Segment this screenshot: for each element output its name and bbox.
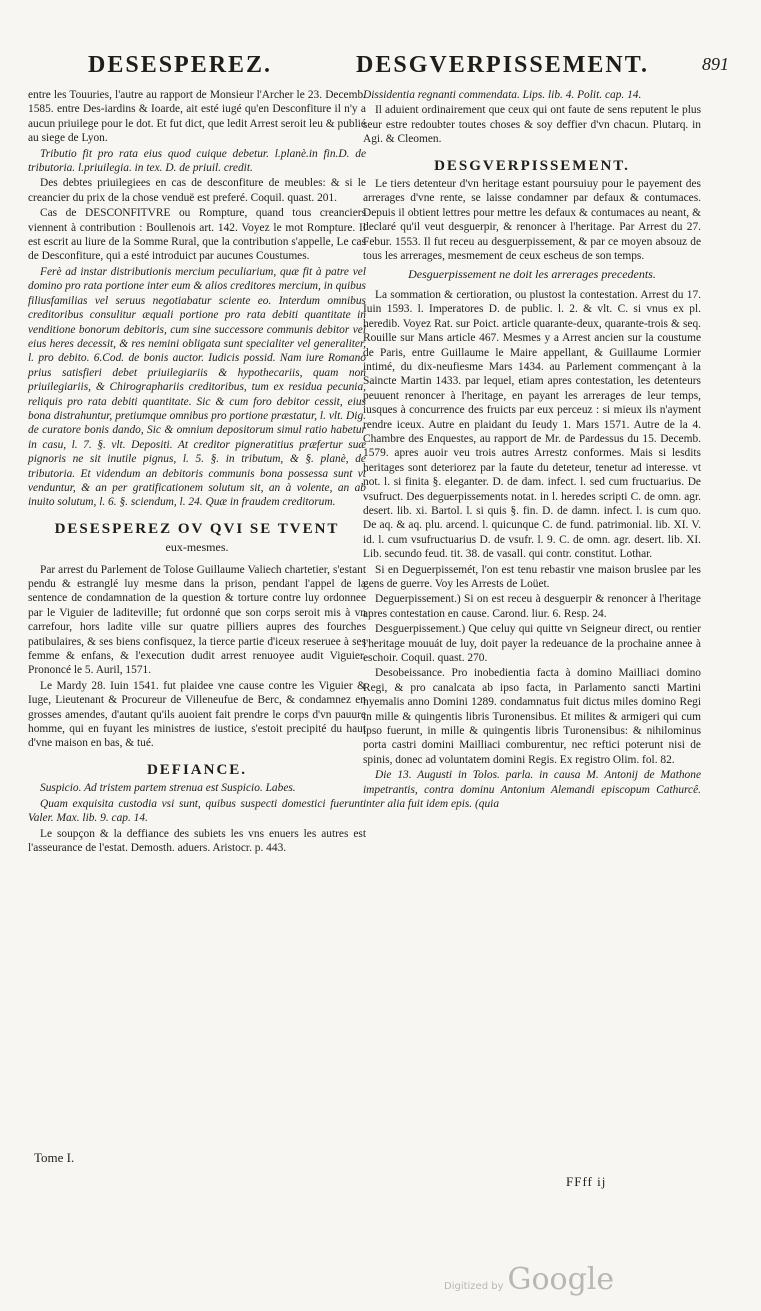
latin-citation: Dissidentia regnanti commendata. Lips. lib. 4. Polit. cap. 14. [363,89,642,101]
section-heading-defiance: DEFIANCE. [146,761,248,778]
running-head-left: DESESPEREZ. [88,52,273,78]
paragraph: entre les Touuries, l'autre au rapport de Monsieur l'Archer le 23. Decemb. 1585. entre Des-iardins & Ioarde, ait esté iugé qu'en Desconfiture il n'y a aucun priuilege pour le dot. Et fut dict, que ledit Arrest seroit leu & publié au siege de Lyon. [28,89,366,145]
paragraph: Si en Deguerpissemét, l'on est tenu rebastir vne maison bruslee par les gens de guerre. Voy les Arrests de Loüet. [363,563,701,590]
signature-mark: FFff ij [566,1174,607,1189]
paragraph: Cas de DESCONFITVRE ou Rompture, quand tous creanciers viennent à contribution : Boullenois art. 142. Voyez le mot Rompture. Il est escrit au liure de la Somme Rural, que la contribution s'appelle, Le cas de Desconfiture, qui a esté introduict par aucunes Coustumes. [28,207,366,263]
page-number: 891 [702,54,729,74]
paragraph: La sommation & certioration, ou plustost la contestation. Arrest du 17. Iuin 1593. l. Imperatores D. de public. l. 2. & vlt. C. si vnus ex pl. heredib. Voyez Rat. sur Poict. article quarante-deux, quarante-trois & seq. Rouille sur Mans article 467. Mesmes y a Arrest ancien sur la coustume de Paris, entre Guillaume le Maire appellant, & Guillaume Lormier intimé, du dix-neufiesme Mars 1434. au Parlement commençant à la Saincte Martin 1433. par lequel, etiam apres contestation, les detenteurs peuuent renoncer à l'heritage, en payant les arrerages de leur temps, iusques à concurrence des fruicts par eux perceuz : si mieux ils n'ayment rendre iceux. Autre en plaidant du Ieudy 1. Mars 1571. Autre de la 4. Chambre des Enquestes, au rapport de Mr. de Pardessus du 15. Decemb. 1579. apres auoir veu trois autres Arrestz conformes. Mais si lesdits heritages sont deteriorez par la faute du deteteur, tenetur ad interesse. vt not. l. si finita §. eleganter. D. de dam. infect. l. sed cum fructuarius. De vsufruct. Des deguerpissements notat. in l. heredes scripti C. de omn. agr. desert. lib. xi. Bartol. l. si quis §. fin. D. de damn. infect. l. is cum quo. De aq. & aq. plu. arcend. l. quicunque C. de fund. patrimonial. lib. XI. V. id. l. cum vsufructuarius D. de vsufr. l. 9. C. de omn. agr. desert. lib. XI. Lib. secundo feud. tit. 38. de vasall. qui contr. constitut. Lothar. [363,288,701,561]
latin-citation: Tributio fit pro rata eius quod cuique debetur. l.planè.in fin.D. de tributoria. l.priuilegia. in tex. D. de priuil. credit. [28,147,366,175]
paragraph: Deguerpissement.) Si on est receu à desguerpir & renoncer à l'heritage apres contestation en cause. Carond. liur. 6. Resp. 24. [363,593,701,620]
paragraph: Desobeissance. Pro inobedientia facta à domino Mailliaci domino Regi, & pro canalcata ab ipso facta, in Parlamento sancti Martini hyemalis anno Domini 1289. condamnatus fuit dictus miles domino Regi in mille & quingentis libris Turonensibus. Et milites & armigeri qui cum ipso fuerunt, in mille & quingentis libris Turonensibus: & nihilominus porta castri domini Mailliaci comburentur, nec reftici poterunt nisi de spinis, donec ad voluntatem domini Regis. Ex registro Olim. fol. 82. [363,667,701,766]
paragraph: Le tiers detenteur d'vn heritage estant poursuiuy pour le payement des arrerages d'vne rente, se laisse condamner par defaux & contumaces. Depuis il obtient lettres pour mettre les defaux & contumaces au neant, & declaré qu'il veut desguerpir, & renoncer à l'heritage. Par Arrest du 27. Febur. 1553. Il fut receu au desguerpissement, & par ce moyen absouz de tous les arrerages, mesmement de ceux escheus de son temps. [363,178,701,263]
section-heading-desguerpissement: DESGVERPISSEMENT. [434,157,630,174]
paragraph: Desguerpissement.) Que celuy qui quitte vn Seigneur direct, ou rentier l'heritage mouuát de luy, doit payer la redeuance de la prochaine annee à eschoir. Coquil. quast. 270. [363,623,701,665]
latin-passage: Die 13. Augusti in Tolos. parla. in causa M. Antonij de Mathone impetrantis, contra dominu Antonium Alemandi episcopum Cathurcê. inter alia fuit idem epis. (quia [363,769,701,811]
volume-label: Tome I. [34,1150,75,1165]
latin-citation: Suspicio. Ad tristem partem strenua est Suspicio. Labes. [40,782,296,795]
paragraph: Le soupçon & la deffiance des subiets les vns enuers les autres est l'asseurance de l'estat. Demosth. aduers. Aristocr. p. 443. [28,827,366,854]
paragraph: Le Mardy 28. Iuin 1541. fut plaidee vne cause contre les Viguier & Iuge, Lieutenant & Procureur de Villeneufue de Berc, & condamnez en grosses amendes, d'autant qu'ils auoient fait prendre le corps d'vn pauure homme, qui en fuyant les ministres de iustice, s'estoit precipité du haut d'vne maison en bas, & tué. [28,679,366,750]
running-head-right: DESGVERPISSEMENT. [356,52,649,78]
left-column [28,88,366,856]
paragraph: Il aduient ordinairement que ceux qui ont faute de sens reputent le plus seur estre redoubter toutes choses & soy deffier d'vn chacun. Plutarq. in Agi. & Cleomen. [363,104,701,146]
watermark-prefix: Digitized by [444,1281,504,1292]
section-heading-desesperez: DESESPEREZ OV QVI SE TVENT [54,520,340,537]
latin-passage: Ferè ad instar distributionis mercium peculiarium, quæ fit à patre vel domino pro rata portione inter eum & alios creditores mercium, in quibus filiusfamilias vel seruus negotiabatur sciente eo. Interdum omnibus creditoribus consulitur æquali portione pro rata debiti quantitate in venditione bonorum debitoris, cum sine successore communis debitor vel eius heres decessit, & res nemini obligata sunt specialiter vel generaliter, l. pro debito. 6.Cod. de bonis auctor. Iudicis possid. Nam iure Romano prius satisfieri debet priuilegiariis & hypothecariis, quam non priuilegiariis, & Chirographariis creditoribus, tum ex residua pecunia, reliquis pro rata debiti quantitate. Sic & cum foro debitor cessit, eius bona distrahuntur, pretiumque omnibus pro portione præstatur, l. vlt. Dig. de curatore bonis dando, Sic & omnium depositorum simul ratio habetur in casu, l. 7. §. vlt. Depositi. At creditor pigneratitius præfertur suæ pignoris ne sit inutile pignus, l. 5. §. in tributum, & §. planè, de tributoria. Et videndum an debitoris communis bona possessa sunt vt venduntur, & an per gratificationem solutum sit, an à volente, an ab inuito solutum, l. 6. §. sciendum, l. 24. Quæ in fraudem creditorum. [28,265,366,509]
section-subheading: eux-mesmes. [165,540,229,555]
right-column [363,88,701,813]
paragraph: Par arrest du Parlement de Tolose Guillaume Valiech chartetier, s'estant pendu & estranglé luy mesme dans la prison, pendant l'appel de la sentence de condamnation de la question & torture contre luy ordonnee par le Viguier de laditeville; fut ordonné que son corps seroit mis à vn carrefour, hors ladite ville sur quatre pilliers aupres des fourches patibulaires, & ses biens confisquez, la tierce partie d'iceux reseruee à ses femme & enfans, & l'execution dudit arrest renuoyee audit Viguier. Prononcé le 5. Auril, 1571. [28,563,366,677]
section-subheading: Desguerpissement ne doit les arrerages precedents. [408,267,656,282]
google-watermark [444,1262,614,1297]
paragraph: Des debtes priuilegiees en cas de desconfiture de meubles: & si le creancier du prix de la chose venduë est preferé. Coquil. quast. 201. [28,177,366,204]
latin-citation: Quam exquisita custodia vsi sunt, quibus suspecti domestici fuerunt. Valer. Max. lib. 9. cap. 14. [28,797,366,825]
google-logo: Google [507,1262,615,1297]
